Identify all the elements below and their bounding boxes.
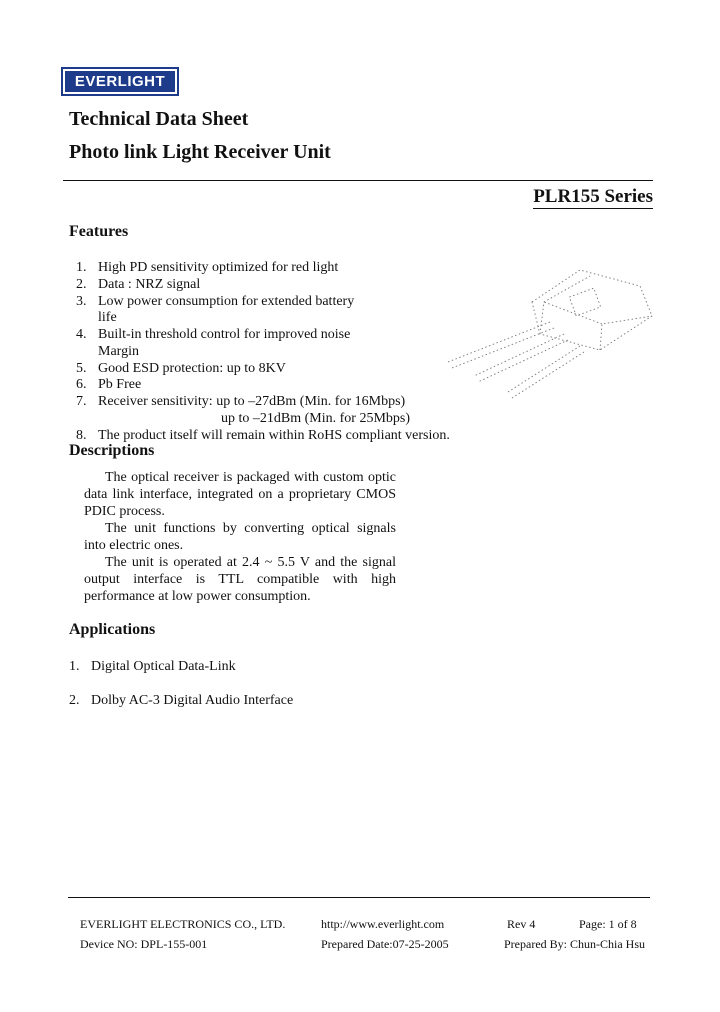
feature-text: Built-in threshold control for improved noise <box>98 327 351 342</box>
feature-item <box>76 326 350 343</box>
feature-num: 2. <box>76 277 87 292</box>
footer-rev: Rev 4 <box>507 917 536 931</box>
footer-divider <box>68 897 650 898</box>
feature-item <box>76 293 354 310</box>
header-divider <box>63 180 653 181</box>
feature-item <box>76 393 405 410</box>
feature-num: 3. <box>76 294 87 309</box>
footer-url[interactable]: http://www.everlight.com <box>321 917 445 931</box>
application-item <box>69 659 236 675</box>
feature-num: 5. <box>76 361 87 376</box>
description-paragraph: The unit functions by converting optical signals into electric ones. <box>84 521 396 553</box>
feature-text: Low power consumption for extended battery <box>98 294 355 309</box>
description-paragraph: The optical receiver is packaged with custom optic data link interface, integrated on a proprietary CMOS PDIC process. <box>84 470 396 519</box>
feature-text: Receiver sensitivity: up to –27dBm (Min. for 16Mbps) <box>98 394 406 409</box>
feature-item-continued: up to –21dBm (Min. for 25Mbps) <box>221 411 410 426</box>
application-num: 2. <box>69 693 80 708</box>
series-label: PLR155 Series <box>533 186 653 207</box>
doc-title: Technical Data Sheet <box>69 108 249 130</box>
application-text: Dolby AC-3 Digital Audio Interface <box>91 693 294 708</box>
feature-item <box>76 276 200 293</box>
descriptions-body <box>84 469 396 605</box>
footer-page: Page: 1 of 8 <box>579 917 637 931</box>
feature-text: High PD sensitivity optimized for red light <box>98 260 339 275</box>
footer-prepared-by: Prepared By: Chun-Chia Hsu <box>504 937 645 951</box>
application-num: 1. <box>69 659 80 674</box>
applications-heading: Applications <box>69 621 156 638</box>
features-heading: Features <box>69 223 129 240</box>
feature-item-continued: life <box>98 310 117 325</box>
feature-text: Data : NRZ signal <box>98 277 201 292</box>
feature-item-continued: Margin <box>98 344 139 359</box>
feature-num: 1. <box>76 260 87 275</box>
descriptions-heading: Descriptions <box>69 442 155 459</box>
feature-text: The product itself will remain within RoHS compliant version. <box>98 428 450 443</box>
logo-text: EVERLIGHT <box>65 71 175 92</box>
footer-device-no: Device NO: DPL-155-001 <box>80 937 208 951</box>
footer-prepared-date: Prepared Date:07-25-2005 <box>321 937 449 951</box>
description-paragraph: The unit is operated at 2.4 ~ 5.5 V and the signal output interface is TTL compatible with high performance at low power consumption. <box>84 555 396 604</box>
everlight-logo <box>61 67 179 96</box>
feature-item <box>76 360 286 377</box>
feature-num: 4. <box>76 327 87 342</box>
product-drawing-icon <box>440 262 660 412</box>
footer-company: EVERLIGHT ELECTRONICS CO., LTD. <box>80 917 286 931</box>
feature-num: 6. <box>76 377 87 392</box>
application-item <box>69 693 293 709</box>
feature-text: Pb Free <box>98 377 142 392</box>
application-text: Digital Optical Data-Link <box>91 659 236 674</box>
feature-num: 8. <box>76 428 87 443</box>
feature-item <box>76 376 141 393</box>
feature-text: Good ESD protection: up to 8KV <box>98 361 286 376</box>
doc-subtitle: Photo link Light Receiver Unit <box>69 141 331 163</box>
feature-num: 7. <box>76 394 87 409</box>
feature-item <box>76 259 338 276</box>
